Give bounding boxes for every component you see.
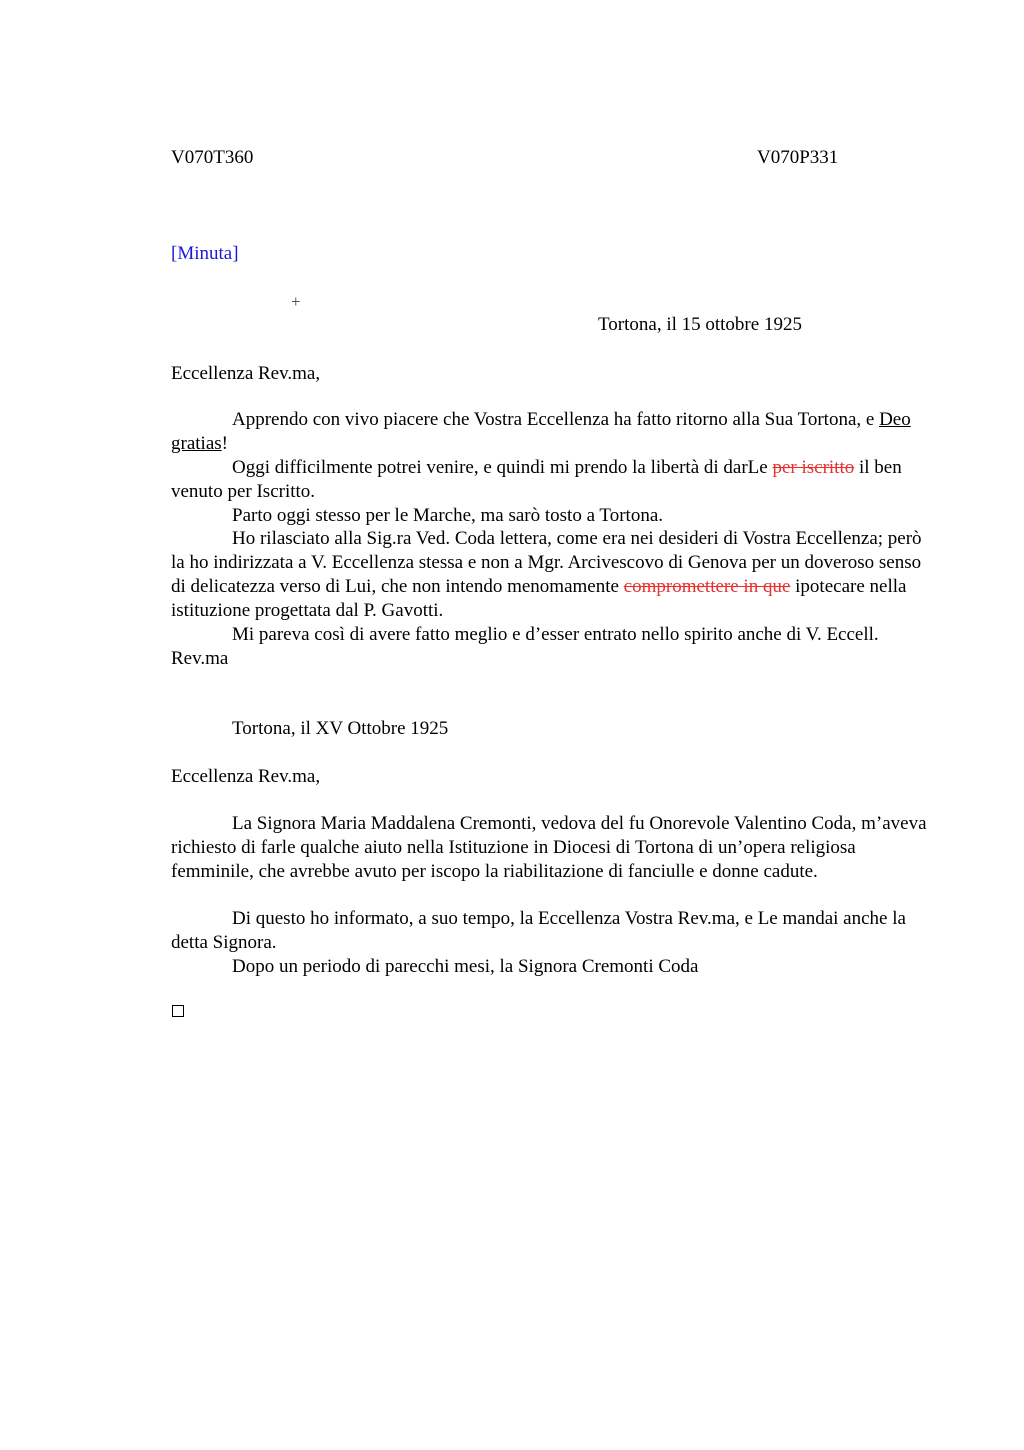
document-code-right: V070P331 — [757, 147, 839, 168]
letter1-paragraph-1 — [171, 408, 931, 456]
letter2-salutation: Eccellenza Rev.ma, — [171, 766, 321, 787]
letter1-salutation: Eccellenza Rev.ma, — [171, 363, 321, 384]
letter1-paragraph-3: Parto oggi stesso per le Marche, ma sarò tosto a Tortona. — [232, 505, 663, 526]
letter1-paragraph-4 — [171, 527, 931, 623]
letter1-p4-text: Ho rilasciato alla Sig.ra Ved. Coda lettera, come era nei desideri di Vostra Eccellenza; però la ho indirizzata a V. Eccellenza stessa e non a Mgr. Arcivescovo di Genova per un doveroso senso di delicatezza verso di Lui, che non intendo menomamente — [171, 528, 922, 597]
letter2-paragraph-3: Dopo un periodo di parecchi mesi, la Signora Cremonti Coda — [232, 956, 699, 977]
letter1-date: Tortona, il 15 ottobre 1925 — [598, 314, 802, 335]
deleted-text: compromettere in que — [623, 576, 791, 597]
letter1-p2-text: Oggi difficilmente potrei venire, e quindi mi prendo la libertà di darLe — [232, 457, 773, 478]
cross-symbol: + — [291, 292, 301, 311]
deo-gratias-underlined: Deo gratias — [171, 409, 911, 454]
letter1-p2-end: il ben venuto per Iscritto. — [171, 457, 902, 502]
minuta-label: [Minuta] — [171, 243, 239, 264]
letter1-p1-end: ! — [221, 433, 228, 454]
document-code-left: V070T360 — [171, 147, 254, 168]
letter1-p1-text: Apprendo con vivo piacere che Vostra Eccellenza ha fatto ritorno alla Sua Tortona, e — [232, 409, 880, 430]
letter1-p4-end: ipotecare nella istituzione progettata dal P. Gavotti. — [171, 576, 907, 621]
checkbox-square-icon — [172, 1005, 184, 1017]
letter2-date: Tortona, il XV Ottobre 1925 — [232, 718, 449, 739]
letter1-paragraph-2 — [171, 456, 931, 504]
deleted-text: per iscritto — [772, 457, 855, 478]
letter1-paragraph-5: Mi pareva così di avere fatto meglio e d’esser entrato nello spirito anche di V. Eccell. Rev.ma — [171, 624, 879, 669]
letter2-paragraph-2: Di questo ho informato, a suo tempo, la Eccellenza Vostra Rev.ma, e Le mandai anche la detta Signora. — [171, 908, 906, 953]
letter2-paragraph-1: La Signora Maria Maddalena Cremonti, vedova del fu Onorevole Valentino Coda, m’aveva richiesto di farle qualche aiuto nella Istituzione in Diocesi di Tortona di un’opera religiosa femminile, che avrebbe avuto per iscopo la riabilitazione di fanciulle e donne cadute. — [171, 813, 927, 882]
